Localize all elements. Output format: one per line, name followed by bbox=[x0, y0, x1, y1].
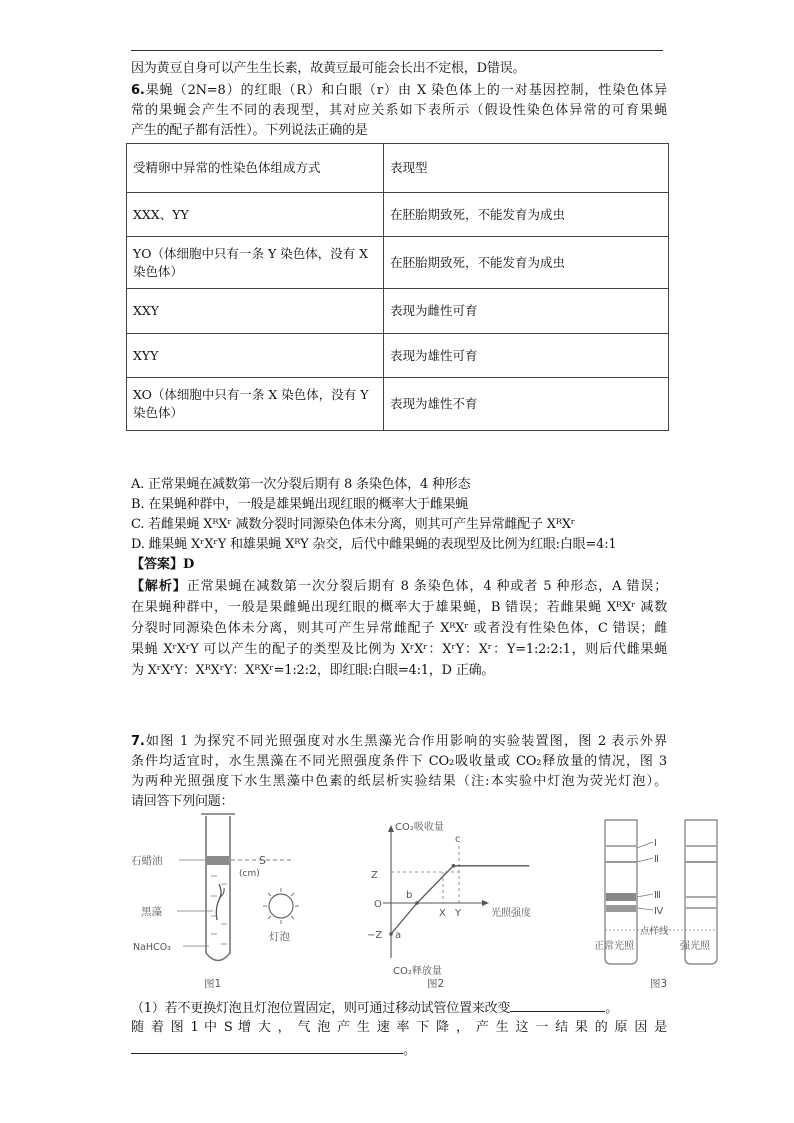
caption-fig1: 图1 bbox=[204, 978, 222, 990]
period-1: 。 bbox=[605, 1001, 619, 1016]
q6-stem-line-2: 常的果蝇会产生不同的表现型，其对应关系如下表所示（假设性染色体异常的可育果蝇 bbox=[131, 103, 667, 118]
band-label-ii: Ⅱ bbox=[654, 854, 659, 865]
table-header-row bbox=[127, 144, 669, 193]
label-c: c bbox=[455, 834, 461, 845]
figure-1 bbox=[131, 814, 299, 990]
intro-line: 因为黄豆自身可以产生生长素，故黄豆最可能会长出不定根，D错误。 bbox=[131, 61, 526, 76]
caption-fig2: 图2 bbox=[427, 978, 445, 990]
q7-stem-line-3: 为两种光照强度下水生黑藻中色素的纸层析实验结果（注:本实验中灯泡为荧光灯泡）。 bbox=[131, 774, 667, 789]
table-cell: 在胚胎期致死，不能发育为成虫 bbox=[384, 193, 669, 237]
x-axis-label: 光照强度 bbox=[491, 908, 531, 919]
label-a: a bbox=[395, 930, 402, 941]
band-label-i: Ⅰ bbox=[654, 838, 657, 849]
label-cm: (cm) bbox=[239, 869, 260, 879]
answer-line bbox=[131, 555, 667, 575]
analysis-line-1 bbox=[131, 577, 667, 597]
label-b: b bbox=[406, 890, 413, 901]
option-d: D. 雌果蝇 XʳXʳY 和雄果蝇 XᴿY 杂交，后代中雌果蝇的表现型及比例为红眼:白眼=4:1 bbox=[131, 537, 617, 552]
answer-blank-2[interactable] bbox=[131, 1039, 403, 1054]
table-header-cell: 受精卵中异常的性染色体组成方式 bbox=[127, 144, 384, 193]
table-cell: 在胚胎期致死，不能发育为成虫 bbox=[384, 237, 669, 289]
option-c: C. 若雌果蝇 XᴿXʳ 减数分裂时同源染色体未分离，则其可产生异常雌配子 XᴿXʳ bbox=[131, 517, 576, 532]
figure-3 bbox=[594, 820, 717, 990]
table-cell: XXY bbox=[127, 289, 384, 334]
period-2: 。 bbox=[403, 1043, 417, 1058]
band-label-iv: Ⅳ bbox=[654, 906, 664, 917]
table-row bbox=[127, 193, 669, 237]
table-row bbox=[127, 289, 669, 334]
bulb-icon bbox=[263, 888, 299, 924]
option-b: B. 在果蝇种群中，一般是雄果蝇出现红眼的概率大于雌果蝇 bbox=[131, 497, 469, 512]
q7-stem-text-1: 如图 1 为探究不同光照强度对水生黑藻光合作用影响的实验装置图，图 2 表示外界 bbox=[144, 734, 667, 749]
analysis-tag: 【解析】 bbox=[131, 579, 187, 594]
tick-y: Y bbox=[455, 908, 462, 919]
label-bulb: 灯泡 bbox=[269, 931, 290, 943]
y-axis-arrow-icon bbox=[388, 825, 394, 832]
q6-stem-text-1: 果蝇（2N=8）的红眼（R）和白眼（r）由 X 染色体上的一对基因控制，性染色体异 bbox=[144, 83, 667, 98]
band-iii-normal bbox=[606, 893, 636, 901]
tick-z: Z bbox=[371, 870, 378, 881]
point-a bbox=[389, 932, 393, 936]
answer-tag: 【答案】 bbox=[131, 557, 184, 572]
table-row bbox=[127, 378, 669, 431]
label-oil: 石蜡油 bbox=[131, 855, 163, 867]
table-cell: XO（体细胞中只有一条 X 染色体，没有 Y 染色体） bbox=[127, 378, 384, 431]
y-bottom-label: CO₂释放量 bbox=[393, 966, 442, 977]
oil-layer bbox=[207, 856, 229, 865]
label-normal-light: 正常光照 bbox=[594, 941, 634, 952]
option-a: A. 正常果蝇在减数第一次分裂后期有 8 条染色体，4 种形态 bbox=[131, 477, 471, 492]
algae-sprig-icon bbox=[216, 884, 221, 920]
table-header-cell: 表现型 bbox=[384, 144, 669, 193]
x-axis-arrow-icon bbox=[482, 900, 489, 906]
table-row bbox=[127, 237, 669, 289]
label-strong-light: 强光照 bbox=[680, 941, 710, 952]
answer-blank-1[interactable] bbox=[510, 997, 605, 1012]
origin-line-label: 点样线 bbox=[640, 926, 669, 937]
band-iv-normal bbox=[606, 905, 636, 912]
label-s: S bbox=[259, 854, 266, 867]
figures bbox=[131, 808, 731, 993]
q7-stem-line-1 bbox=[131, 732, 667, 752]
q6-stem-line-1 bbox=[131, 81, 667, 101]
label-nahco3: NaHCO₃ bbox=[133, 942, 171, 953]
point-b bbox=[415, 901, 419, 905]
liquid-dashes bbox=[211, 876, 227, 944]
q7-sub1-line-3 bbox=[131, 1039, 667, 1061]
analysis-line-5: 为 XʳXʳY：XᴿXʳY：XᴿXʳ=1:2:2，即红眼:白眼=4:1，D 正确。 bbox=[131, 663, 495, 678]
table-cell: XXX、YY bbox=[127, 193, 384, 237]
tick-neg-z: −Z bbox=[367, 930, 383, 941]
tick-x: X bbox=[439, 908, 446, 919]
table-cell: 表现为雄性可育 bbox=[384, 334, 669, 378]
table-cell: YO（体细胞中只有一条 Y 染色体，没有 X 染色体） bbox=[127, 237, 384, 289]
analysis-line-2: 在果蝇种群中，一般是果雌蝇出现红眼的概率大于雄果蝇，B 错误；若雌果蝇 XᴿXʳ 减数 bbox=[131, 600, 667, 615]
tick-o: O bbox=[374, 899, 382, 910]
table-cell: XYY bbox=[127, 334, 384, 378]
sub1-text-a: （1）若不更换灯泡且灯泡位置固定，则可通过移动试管位置来改变 bbox=[131, 1001, 511, 1016]
point-c bbox=[452, 864, 456, 868]
q6-stem-line-3: 产生的配子都有活性）。下列说法正确的是 bbox=[131, 123, 368, 138]
figure-2 bbox=[367, 820, 531, 990]
label-algae: 黑藻 bbox=[141, 906, 162, 918]
analysis-line-3: 分裂时同源染色体未分离，则其可产生异常雌配子 XᴿXʳ 或者没有性染色体，C 错误；雌 bbox=[131, 621, 667, 636]
header-rule bbox=[131, 50, 663, 51]
test-tube bbox=[206, 816, 230, 961]
q6-table bbox=[126, 143, 669, 431]
q7-sub1-line-1 bbox=[131, 997, 667, 1019]
table-row bbox=[127, 334, 669, 378]
analysis-text-1: 正常果蝇在减数第一次分裂后期有 8 条染色体，4 种或者 5 种形态，A 错误； bbox=[186, 579, 668, 594]
q7-sub1-line-2: 随 着 图 1 中 S 增 大 ， 气 泡 产 生 速 率 下 降 ， 产 生 这 一 结 果 的 原 因 是 bbox=[131, 1020, 667, 1035]
q7-stem-line-2: 条件均适宜时，水生黑藻在不同光照强度条件下 CO₂吸收量或 CO₂释放量的情况，图 3 bbox=[131, 754, 667, 769]
q7-number: 7. bbox=[131, 734, 145, 749]
answer-value: D bbox=[183, 557, 195, 572]
caption-fig3: 图3 bbox=[650, 978, 668, 990]
analysis-line-4: 果蝇 XʳXʳY 可以产生的配子的类型及比例为 XʳXʳ：XʳY：Xʳ：Y=1:2:2:1，则后代雌果蝇 bbox=[131, 642, 667, 657]
q6-number: 6. bbox=[131, 83, 145, 98]
y-top-label: CO₂吸收量 bbox=[395, 822, 444, 833]
table-cell: 表现为雄性不育 bbox=[384, 378, 669, 431]
q7-stem-line-4: 请回答下列问题： bbox=[131, 794, 234, 809]
table-cell: 表现为雌性可育 bbox=[384, 289, 669, 334]
band-label-iii: Ⅲ bbox=[654, 890, 661, 901]
